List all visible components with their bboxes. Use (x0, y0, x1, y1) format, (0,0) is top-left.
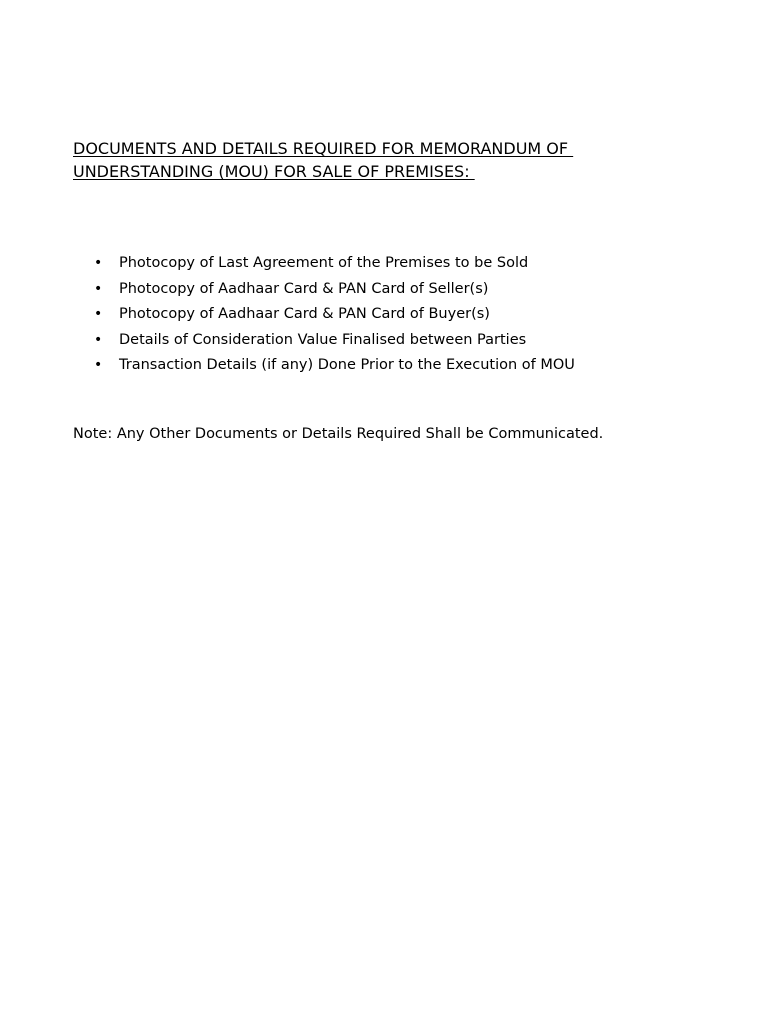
required-documents-list (73, 251, 575, 379)
bullet-icon: • (94, 255, 103, 271)
list-item-text: Photocopy of Aadhaar Card & PAN Card of Buyer(s) (119, 306, 490, 323)
list-item (73, 251, 575, 277)
heading-line-1: DOCUMENTS AND DETAILS REQUIRED FOR MEMORANDUM OF (73, 139, 574, 158)
list-item (73, 302, 575, 328)
note-text: Note: Any Other Documents or Details Required Shall be Communicated. (73, 426, 604, 442)
heading-line-2: UNDERSTANDING (MOU) FOR SALE OF PREMISES: (73, 162, 475, 181)
list-item-text: Details of Consideration Value Finalised between Parties (119, 331, 527, 348)
list-item (73, 353, 575, 379)
bullet-icon: • (94, 306, 103, 323)
list-item (73, 328, 575, 354)
list-item (73, 277, 575, 303)
list-item-text: Photocopy of Aadhaar Card & PAN Card of Seller(s) (119, 280, 489, 297)
bullet-icon: • (94, 357, 103, 374)
list-item-text: Transaction Details (if any) Done Prior to the Execution of MOU (119, 357, 575, 374)
bullet-icon: • (94, 280, 103, 297)
document-heading (73, 137, 693, 183)
list-item-text: Photocopy of Last Agreement of the Premises to be Sold (119, 255, 529, 271)
bullet-icon: • (94, 331, 103, 348)
